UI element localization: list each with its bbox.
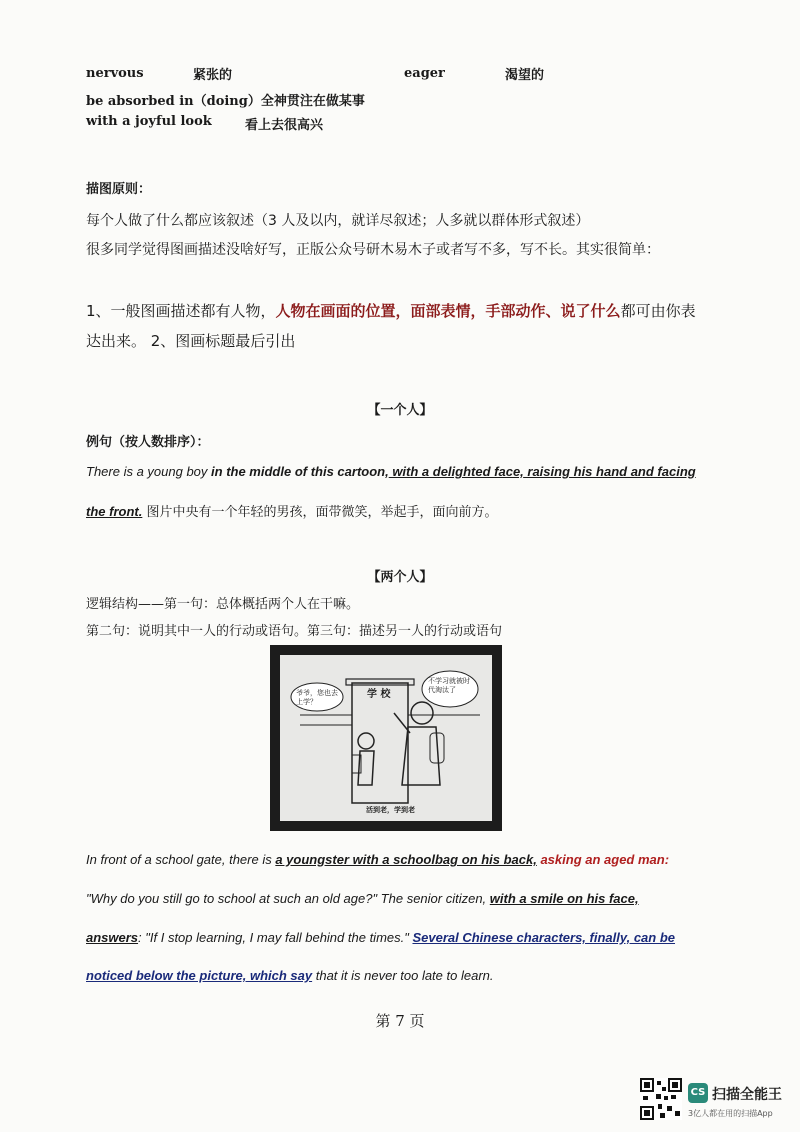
passage-line-1: [86, 852, 669, 867]
example-action: raising his hand and facing: [523, 464, 696, 479]
passage-characters: Several Chinese characters, finally, can be: [412, 930, 676, 945]
cartoon-gate-sign: 学 校: [367, 689, 391, 700]
example-label: 例句（按人数排序）：: [86, 435, 210, 450]
passage-noticed: noticed below the picture, which say: [86, 968, 313, 983]
principle-highlight: 人物在画面的位置，面部表情，手部动作、说了什么: [275, 302, 621, 320]
logic-line-2: 第二句：说明其中一人的行动或语句。第三句：描述另一人的行动或语句: [86, 624, 503, 639]
principle-line-2: 很多同学觉得图画描述没啥好写，正版公众号研木易木子或者写不多，写不长。其实很简单：: [86, 242, 660, 258]
vocab-meaning-nervous: 紧张的: [193, 68, 233, 83]
example-action-end: the front.: [86, 504, 143, 519]
passage-answers: answers: [86, 930, 139, 945]
vocab-phrase-absorbed: be absorbed in（doing）全神贯注在做某事: [86, 94, 365, 109]
passage-ending: that it is never too late to learn.: [312, 968, 494, 983]
principle-point-2: 达出来。 2、图画标题最后引出: [86, 332, 296, 350]
vocab-phrase-joyful: with a joyful look: [86, 114, 212, 129]
watermark-tagline: 3亿人都在用的扫描App: [688, 1109, 773, 1118]
passage-text: In front of a school gate, there is: [86, 852, 276, 867]
logic-line-1: 逻辑结构——第一句：总体概括两个人在干嘛。: [86, 597, 360, 612]
vocab-word-eager: eager: [404, 66, 445, 81]
vocab-word-nervous: nervous: [86, 66, 144, 81]
passage-asking: asking an aged man:: [536, 852, 670, 867]
example-sentence-en: [86, 464, 696, 479]
principle-point-text: 1、一般图画描述都有人物，: [86, 302, 276, 320]
page-number: 第 7 页: [375, 1012, 425, 1030]
example-position: in the middle of this cartoon,: [211, 464, 389, 479]
cartoon-image: [270, 645, 502, 831]
principle-line-1: 每个人做了什么都应该叙述（3 人及以内，就详尽叙述；人多就以群体形式叙述）: [86, 213, 590, 229]
passage-line-2: [86, 891, 639, 906]
passage-line-3: [86, 930, 675, 945]
cartoon-panel: [280, 655, 492, 821]
passage-quote: : "If I stop learning, I may fall behind the times.": [138, 930, 413, 945]
vocab-meaning-joyful: 看上去很高兴: [245, 118, 324, 133]
passage-question: "Why do you still go to school at such an old age?" The senior citizen,: [86, 891, 490, 906]
example-text: There is a young boy: [86, 464, 212, 479]
principle-point-1: [86, 300, 696, 321]
section-heading-one-person: 【一个人】: [367, 403, 433, 418]
passage-line-4: [86, 968, 494, 983]
cartoon-caption: 活到老，学到老: [366, 806, 415, 814]
example-sentence-cont: [86, 501, 497, 520]
section-heading-two-people: 【两个人】: [367, 570, 433, 585]
passage-smile: with a smile on his face,: [489, 891, 639, 906]
vocab-meaning-eager: 渴望的: [505, 68, 545, 83]
qr-code-icon: [640, 1078, 682, 1120]
example-expression: with a delighted face,: [388, 464, 524, 479]
cartoon-bubble-right: 不学习就被时代淘汰了: [428, 677, 470, 694]
camscanner-logo-icon: CS: [688, 1083, 708, 1103]
principle-point-text-end: 都可由你表: [620, 302, 696, 320]
principle-title: 描图原则：: [86, 182, 152, 197]
passage-youngster: a youngster with a schoolbag on his back,: [275, 852, 537, 867]
example-translation: 图片中央有一个年轻的男孩，面带微笑，举起手，面向前方。: [142, 505, 498, 520]
cartoon-bubble-left: 爷爷，您也去上学？: [296, 689, 338, 706]
watermark-brand: 扫描全能王: [712, 1087, 782, 1103]
